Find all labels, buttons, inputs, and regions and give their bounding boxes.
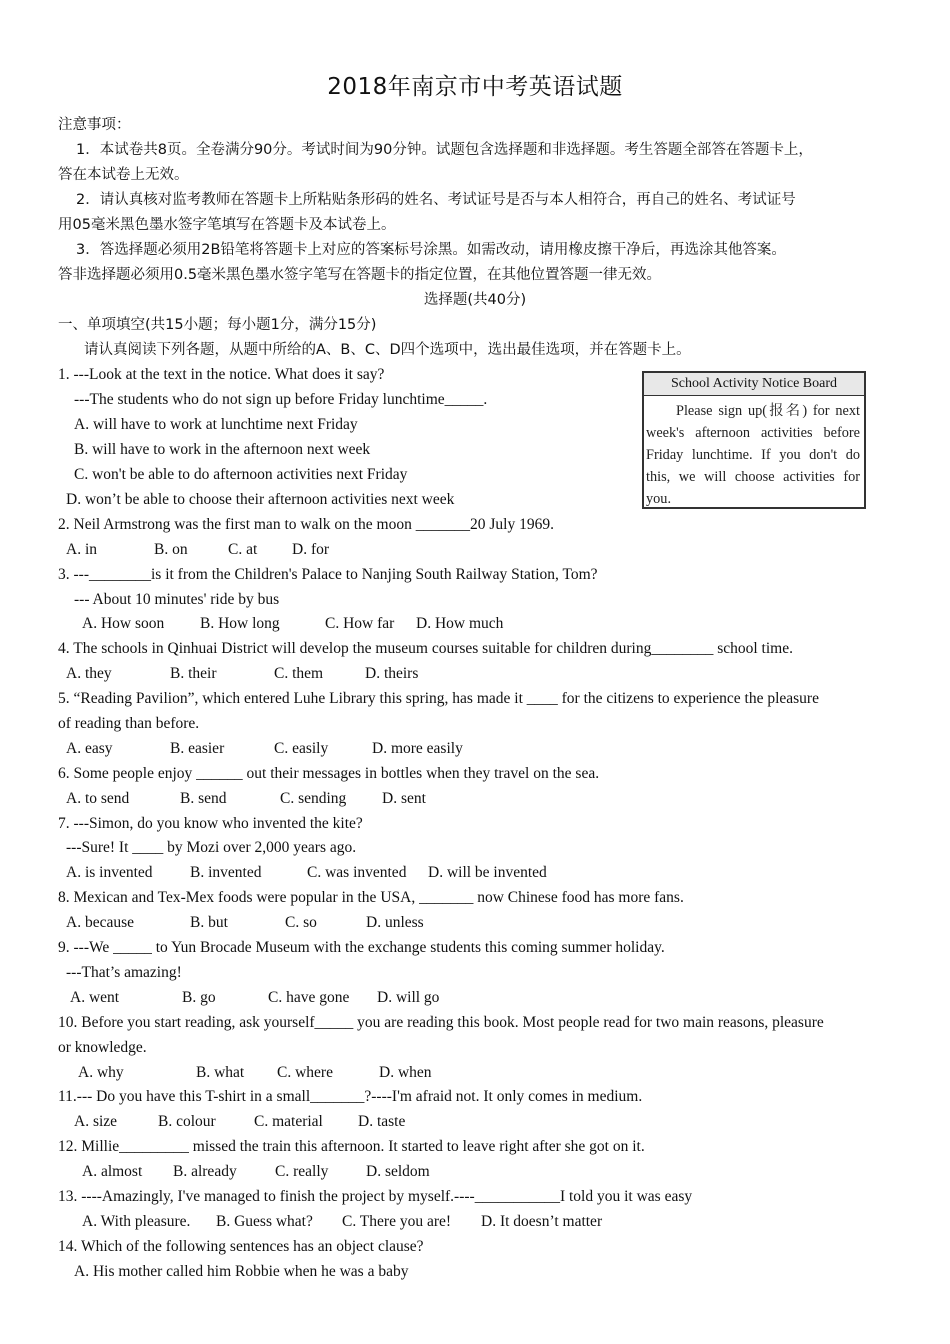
question-12-option-c[interactable]: C. really (275, 1163, 329, 1180)
question-12-option-a[interactable]: A. almost (82, 1163, 143, 1180)
question-7-option-d[interactable]: D. will be invented (428, 864, 547, 881)
notice-board-heading: School Activity Notice Board (644, 373, 864, 396)
question-5-option-a[interactable]: A. easy (66, 740, 113, 757)
note-line: 1．本试卷共8页。全卷满分90分。考试时间为90分钟。试题包含选择题和非选择题。考生答题全部答在答题卡上， (76, 142, 813, 158)
question-3-stem: 3. ---________is it from the Children's Palace to Nanjing South Railway Station, Tom? (58, 566, 598, 583)
note-line: 用05毫米黑色墨水签字笔填写在答题卡及本试卷上。 (58, 217, 396, 233)
question-3-option-a[interactable]: A. How soon (82, 615, 165, 632)
question-4-stem: 4. The schools in Qinhuai District will develop the museum courses suitable for children during________ school time. (58, 640, 793, 657)
note-line: 答非选择题必须用0.5毫米黑色墨水签字笔写在答题卡的指定位置，在其他位置答题一律无效。 (58, 267, 662, 283)
question-2-option-a[interactable]: A. in (66, 541, 97, 558)
question-11-option-a[interactable]: A. size (74, 1113, 118, 1130)
question-5-stem: 5. “Reading Pavilion”, which entered Luhe Library this spring, has made it ____ for the citizens to experience the pleasure (58, 690, 819, 707)
part-heading: 一、单项填空(共15小题；每小题1分，满分15分) (58, 317, 377, 333)
note-line: 答在本试卷上无效。 (58, 167, 189, 183)
section-title: 选择题(共40分) (423, 292, 527, 308)
question-13-option-b[interactable]: B. Guess what? (216, 1213, 313, 1230)
question-6-option-b[interactable]: B. send (180, 790, 227, 807)
question-4-option-c[interactable]: C. them (274, 665, 324, 682)
question-9-option-c[interactable]: C. have gone (268, 989, 350, 1006)
question-7-option-a[interactable]: A. is invented (66, 864, 153, 881)
question-10-option-c[interactable]: C. where (277, 1064, 333, 1081)
question-6-option-d[interactable]: D. sent (382, 790, 426, 807)
question-3-stem-2: --- About 10 minutes' ride by bus (74, 591, 280, 608)
question-11-option-c[interactable]: C. material (254, 1113, 323, 1130)
question-12-option-b[interactable]: B. already (173, 1163, 237, 1180)
question-13-stem: 13. ----Amazingly, I've managed to finish the project by myself.----___________I told you it was easy (58, 1188, 693, 1205)
note-line: 3．答选择题必须用2B铅笔将答题卡上对应的答案标号涂黑。如需改动，请用橡皮擦干净后，再选涂其他答案。 (76, 242, 786, 258)
question-6-option-c[interactable]: C. sending (280, 790, 347, 807)
question-2-stem: 2. Neil Armstrong was the first man to walk on the moon _______20 July 1969. (58, 516, 554, 533)
question-1-stem-2: ---The students who do not sign up before Friday lunchtime_____. (74, 391, 488, 408)
question-4-option-b[interactable]: B. their (170, 665, 217, 682)
instruction: 请认真阅读下列各题，从题中所给的A、B、C、D四个选项中，选出最佳选项，并在答题卡上。 (84, 342, 691, 358)
note-line: 2．请认真核对监考教师在答题卡上所粘贴条形码的姓名、考试证号是否与本人相符合，再自己的姓名、考试证号 (76, 192, 796, 208)
question-7-option-b[interactable]: B. invented (190, 864, 262, 881)
question-14-stem: 14. Which of the following sentences has an object clause? (58, 1238, 424, 1255)
question-8-stem: 8. Mexican and Tex-Mex foods were popular in the USA, _______ now Chinese food has more fans. (58, 889, 684, 906)
question-11-option-b[interactable]: B. colour (158, 1113, 216, 1130)
question-7-stem: 7. ---Simon, do you know who invented the kite? (58, 815, 363, 832)
question-5-option-c[interactable]: C. easily (274, 740, 329, 757)
question-8-option-b[interactable]: B. but (190, 914, 228, 931)
question-8-option-a[interactable]: A. because (66, 914, 134, 931)
question-10-option-a[interactable]: A. why (78, 1064, 124, 1081)
question-10-stem: 10. Before you start reading, ask yourself_____ you are reading this book. Most people read for two main reasons, pleasure (58, 1014, 824, 1031)
question-10-option-d[interactable]: D. when (379, 1064, 432, 1081)
question-9-option-d[interactable]: D. will go (377, 989, 440, 1006)
question-12-stem: 12. Millie_________ missed the train this afternoon. It started to leave right after she got on it. (58, 1138, 645, 1155)
question-3-option-c[interactable]: C. How far (325, 615, 395, 632)
question-3-option-d[interactable]: D. How much (416, 615, 504, 632)
question-11-stem: 11.--- Do you have this T-shirt in a small_______?----I'm afraid not. It only comes in medium. (58, 1088, 643, 1105)
question-13-option-c[interactable]: C. There you are! (342, 1213, 452, 1230)
question-4-option-a[interactable]: A. they (66, 665, 112, 682)
question-6-option-a[interactable]: A. to send (66, 790, 130, 807)
notice-board-body (644, 396, 864, 510)
question-12-option-d[interactable]: D. seldom (366, 1163, 430, 1180)
question-13-option-d[interactable]: D. It doesn’t matter (481, 1213, 603, 1230)
question-8-option-d[interactable]: D. unless (366, 914, 424, 931)
notice-board (642, 371, 866, 509)
question-8-option-c[interactable]: C. so (285, 914, 317, 931)
question-4-option-d[interactable]: D. theirs (365, 665, 419, 682)
question-3-option-b[interactable]: B. How long (200, 615, 280, 632)
question-1-option-d[interactable]: D. won’t be able to choose their afternoon activities next week (66, 491, 455, 508)
question-9-stem-2: ---That’s amazing! (66, 964, 182, 981)
question-5-stem-2: of reading than before. (58, 715, 200, 732)
notice-board-text: Please sign up(报名) for next week's afternoon activities before Friday lunchtime. If you don't do this, we will choose activities for you. (646, 403, 860, 507)
question-13-option-a[interactable]: A. With pleasure. (82, 1213, 191, 1230)
question-1-stem: 1. ---Look at the text in the notice. What does it say? (58, 366, 385, 383)
question-1-option-b[interactable]: B. will have to work in the afternoon next week (74, 441, 371, 458)
question-1-option-a[interactable]: A. will have to work at lunchtime next Friday (74, 416, 358, 433)
question-2-option-b[interactable]: B. on (154, 541, 188, 558)
question-9-stem: 9. ---We _____ to Yun Brocade Museum with the exchange students this coming summer holiday. (58, 939, 665, 956)
question-1-option-c[interactable]: C. won't be able to do afternoon activities next Friday (74, 466, 408, 483)
question-2-option-d[interactable]: D. for (292, 541, 330, 558)
question-7-option-c[interactable]: C. was invented (307, 864, 407, 881)
question-2-option-c[interactable]: C. at (228, 541, 258, 558)
question-6-stem: 6. Some people enjoy ______ out their messages in bottles when they travel on the sea. (58, 765, 600, 782)
question-7-stem-2: ---Sure! It ____ by Mozi over 2,000 years ago. (66, 839, 357, 856)
question-10-stem-2: or knowledge. (58, 1039, 147, 1056)
question-11-option-d[interactable]: D. taste (358, 1113, 406, 1130)
question-10-option-b[interactable]: B. what (196, 1064, 245, 1081)
question-5-option-d[interactable]: D. more easily (372, 740, 463, 757)
question-9-option-a[interactable]: A. went (70, 989, 120, 1006)
notes-header: 注意事项： (58, 117, 131, 133)
question-9-option-b[interactable]: B. go (182, 989, 216, 1006)
question-14-option-a[interactable]: A. His mother called him Robbie when he was a baby (74, 1263, 409, 1280)
question-5-option-b[interactable]: B. easier (170, 740, 225, 757)
page-title: 2018年南京市中考英语试题 (327, 74, 623, 100)
